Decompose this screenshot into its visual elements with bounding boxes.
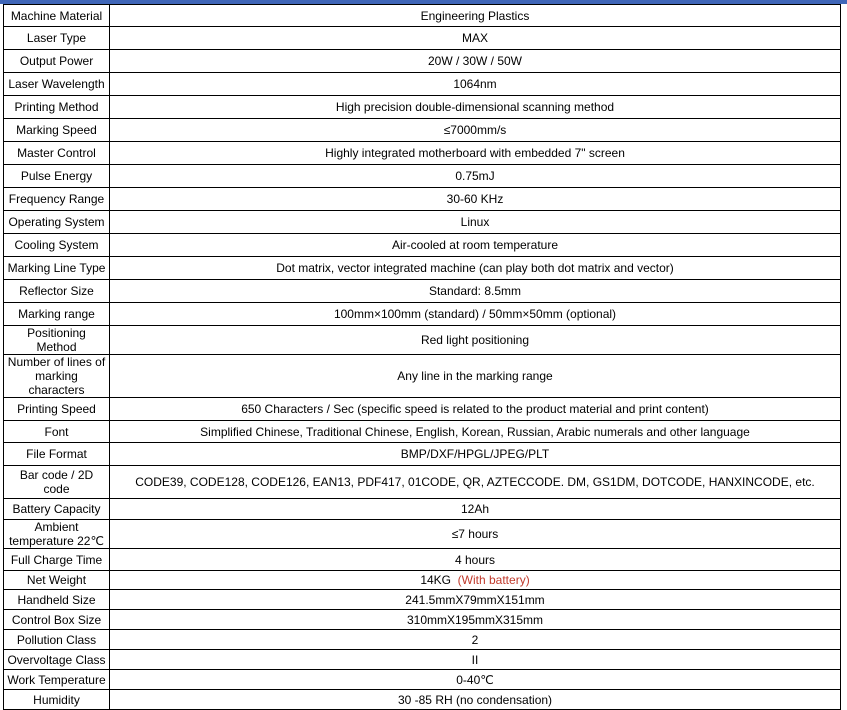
- spec-value: MAX: [461, 31, 488, 45]
- spec-label: Laser Type: [4, 27, 110, 50]
- spec-row: [4, 211, 841, 234]
- spec-label: Ambient temperature 22℃: [4, 520, 110, 549]
- spec-row: [4, 73, 841, 96]
- spec-value: ≤7000mm/s: [443, 123, 507, 137]
- spec-value-cell: [110, 142, 841, 165]
- spec-value: Dot matrix, vector integrated machine (can play both dot matrix and vector): [276, 261, 674, 275]
- spec-table-body: [4, 5, 841, 710]
- spec-row: [4, 610, 841, 630]
- spec-value: Linux: [460, 215, 490, 229]
- spec-value-cell: [110, 610, 841, 630]
- spec-row: [4, 188, 841, 211]
- spec-value: Simplified Chinese, Traditional Chinese, English, Korean, Russian, Arabic numerals and other language: [200, 424, 750, 439]
- spec-value: Any line in the marking range: [397, 369, 553, 383]
- spec-value: 0.75mJ: [455, 169, 495, 183]
- spec-row: [4, 590, 841, 610]
- spec-row: [4, 280, 841, 303]
- spec-value: ≤7 hours: [451, 527, 499, 541]
- spec-value-cell: [110, 590, 841, 610]
- spec-value: CODE39, CODE128, CODE126, EAN13, PDF417, 01CODE, QR, AZTECCODE. DM, GS1DM, DOTCODE, HANXINCODE, etc.: [135, 475, 815, 489]
- spec-value-cell: [110, 520, 841, 549]
- spec-value: Highly integrated motherboard with embedded 7" screen: [325, 146, 625, 160]
- spec-value: Engineering Plastics: [420, 8, 530, 23]
- spec-label: Pulse Energy: [4, 165, 110, 188]
- spec-label: Humidity: [4, 690, 110, 710]
- spec-value-cell: [110, 73, 841, 96]
- spec-value-cell: [110, 50, 841, 73]
- spec-value-cell: [110, 421, 841, 443]
- spec-label: Bar code / 2D code: [4, 466, 110, 499]
- spec-label: Laser Wavelength: [4, 73, 110, 96]
- spec-value-cell: [110, 234, 841, 257]
- spec-label: Font: [4, 421, 110, 443]
- spec-row: [4, 50, 841, 73]
- spec-label: Overvoltage Class: [4, 650, 110, 670]
- spec-row: [4, 443, 841, 466]
- spec-row: [4, 257, 841, 280]
- spec-row: [4, 630, 841, 650]
- spec-value-cell: [110, 96, 841, 119]
- spec-note: (With battery): [457, 573, 530, 587]
- spec-label: Battery Capacity: [4, 499, 110, 520]
- spec-label: Full Charge Time: [4, 549, 110, 571]
- spec-value: 14KG: [420, 573, 451, 587]
- spec-value-cell: [110, 499, 841, 520]
- spec-value-cell: [110, 165, 841, 188]
- spec-value-cell: [110, 211, 841, 234]
- spec-value: Red light positioning: [420, 333, 530, 347]
- spec-value-cell: [110, 650, 841, 670]
- spec-row: [4, 499, 841, 520]
- spec-label: Number of lines of marking characters: [4, 355, 110, 398]
- spec-value: 2: [471, 632, 479, 647]
- spec-row: [4, 119, 841, 142]
- spec-row: [4, 5, 841, 27]
- spec-label: Machine Material: [4, 5, 110, 27]
- spec-table: [3, 4, 841, 710]
- spec-label: Master Control: [4, 142, 110, 165]
- spec-row: [4, 355, 841, 398]
- spec-label: Work Temperature: [4, 670, 110, 690]
- spec-value: 30-60 KHz: [446, 192, 504, 206]
- spec-row: [4, 520, 841, 549]
- spec-value: 4 hours: [454, 552, 496, 567]
- spec-value: BMP/DXF/HPGL/JPEG/PLT: [400, 447, 550, 461]
- spec-row: [4, 398, 841, 421]
- spec-label: Handheld Size: [4, 590, 110, 610]
- spec-value: 1064nm: [453, 77, 497, 91]
- spec-value: II: [471, 652, 479, 667]
- spec-row: [4, 234, 841, 257]
- spec-label: Output Power: [4, 50, 110, 73]
- spec-label: Reflector Size: [4, 280, 110, 303]
- spec-row: [4, 549, 841, 571]
- spec-value: Air-cooled at room temperature: [391, 238, 559, 252]
- spec-value-cell: [110, 443, 841, 466]
- spec-value-cell: [110, 27, 841, 50]
- spec-label: Marking Speed: [4, 119, 110, 142]
- spec-row: [4, 650, 841, 670]
- spec-label: Net Weight: [4, 571, 110, 590]
- spec-label: Marking Line Type: [4, 257, 110, 280]
- spec-value: 100mm×100mm (standard) / 50mm×50mm (optional): [333, 307, 617, 321]
- spec-value-cell: [110, 326, 841, 355]
- spec-value-cell: [110, 466, 841, 499]
- spec-label: Cooling System: [4, 234, 110, 257]
- spec-value-cell: [110, 549, 841, 571]
- spec-label: Printing Speed: [4, 398, 110, 421]
- spec-label: Frequency Range: [4, 188, 110, 211]
- spec-value-cell: [110, 188, 841, 211]
- spec-value: 650 Characters / Sec (specific speed is related to the product material and print content): [241, 402, 709, 416]
- spec-value: 12Ah: [460, 502, 490, 516]
- spec-label: Control Box Size: [4, 610, 110, 630]
- spec-value-cell: [110, 303, 841, 326]
- spec-row: [4, 326, 841, 355]
- spec-value: 0-40℃: [456, 672, 494, 687]
- spec-value-cell: [110, 280, 841, 303]
- spec-label: Positioning Method: [4, 326, 110, 355]
- spec-value: 30 -85 RH (no condensation): [397, 692, 553, 707]
- spec-row: [4, 571, 841, 590]
- spec-label: Marking range: [4, 303, 110, 326]
- spec-row: [4, 421, 841, 443]
- spec-value: 310mmX195mmX315mm: [406, 612, 544, 627]
- spec-value-cell: [110, 257, 841, 280]
- spec-value-cell: [110, 5, 841, 27]
- spec-value-cell: [110, 630, 841, 650]
- spec-row: [4, 670, 841, 690]
- spec-value-cell: [110, 119, 841, 142]
- spec-value: 20W / 30W / 50W: [427, 54, 523, 68]
- spec-row: [4, 466, 841, 499]
- spec-value-cell: [110, 355, 841, 398]
- spec-value: 241.5mmX79mmX151mm: [405, 592, 545, 607]
- spec-label: Operating System: [4, 211, 110, 234]
- spec-row: [4, 142, 841, 165]
- spec-label: File Format: [4, 443, 110, 466]
- spec-row: [4, 690, 841, 710]
- spec-row: [4, 96, 841, 119]
- spec-value-cell: [110, 690, 841, 710]
- spec-value: High precision double-dimensional scanning method: [335, 100, 615, 114]
- spec-label: Pollution Class: [4, 630, 110, 650]
- spec-label: Printing Method: [4, 96, 110, 119]
- spec-row: [4, 27, 841, 50]
- spec-row: [4, 303, 841, 326]
- spec-value-cell: [110, 571, 841, 590]
- spec-row: [4, 165, 841, 188]
- spec-value-cell: [110, 398, 841, 421]
- spec-value: Standard: 8.5mm: [428, 284, 522, 298]
- spec-value-cell: [110, 670, 841, 690]
